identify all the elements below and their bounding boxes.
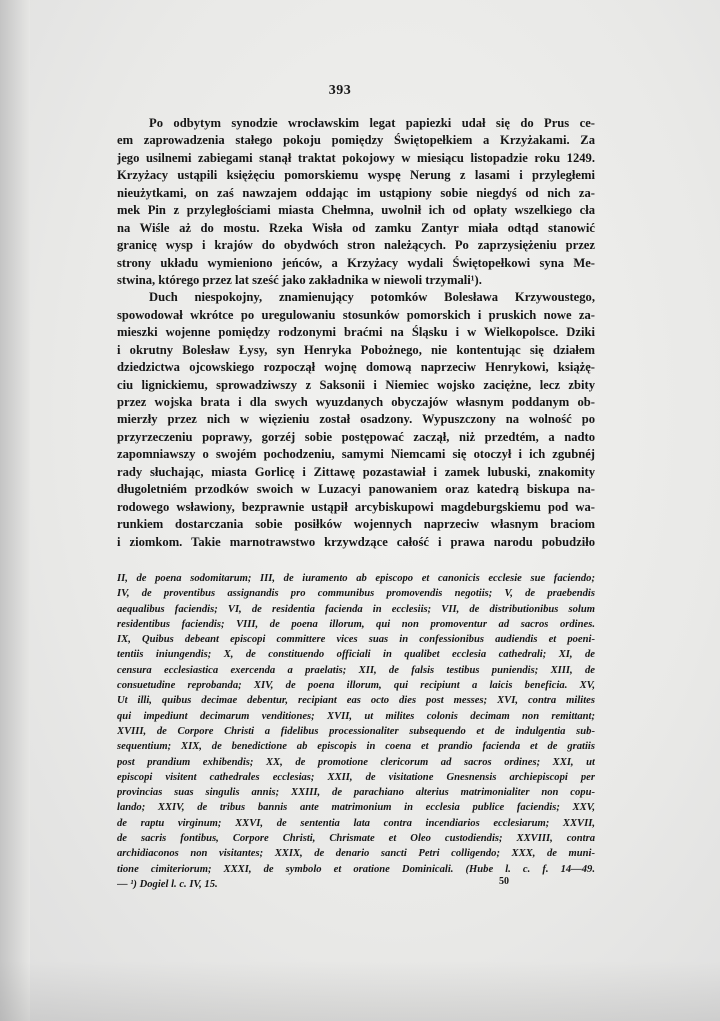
body-line: strony układu wymieniono jeńców, a Krzyżacy wydali Świętopełkowi syna Me- [117,255,595,270]
footnote-line: IX, Quibus debeant episcopi committere vices suas in confessionibus audiendis et poeni- [117,634,595,646]
body-line: em zaprowadzenia stałego pokoju pomiędzy Świętopełkiem a Krzyżakami. Za [117,133,595,148]
body-line: i ziomkom. Takie marnotrawstwo krzywdzące całość i prawa narodu pobudziło [117,534,595,549]
body-line: i okrutny Bolesław Łysy, syn Henryka Pobożnego, nie kontentując się działem [117,342,595,357]
body-line: na Wiśle aż do mostu. Rzeka Wisła od zamku Zantyr miała odtąd stanowić [117,220,595,235]
footnote-line: archidiaconos non visitantes; XXIX, de denario sancti Petri colligendo; XXX, de muni- [117,848,595,860]
body-line: przyrzeczeniu poprawy, gorzéj sobie postępować zaczął, niż przedtém, a nadto [117,429,595,444]
body-line: dziedzictwa ojcowskiego rozpoczął wojnę domową naprzeciw Henrykowi, książę- [117,360,595,375]
body-line: stwina, którego przez lat sześć jako zakładnika w niewoli trzymali¹). [117,272,482,287]
body-line: spowodował wkrótce po uregulowaniu stosunków pomorskich i pruskich nowe za- [117,307,595,322]
body-line: rady słuchając, miasta Gorlicę i Zittawę pozastawiał i zamek lubuski, znakomity [117,464,595,479]
body-line: jego usilnemi zabiegami stanął traktat pokojowy w miesiącu listopadzie roku 1249. [117,150,595,165]
body-line: mek Pin z przyległościami miasta Chełmna, uwolnił ich od opłaty wszelkiego cła [117,203,595,218]
body-line: długoletniém przodków swoich w Luzacyi panowaniem oraz katedrą biskupa na- [117,482,595,497]
body-line: przez wojska brata i dla swych wyuzdanych obyczajów własnym poddanym ob- [117,395,595,409]
footnote-line: consuetudine reprobanda; XIV, de poena illorum, qui recipiunt a laicis beneficia. XV, [117,680,595,692]
body-line: nieużytkami, on zaś nawzajem oddając im ustąpiony sobie niegdyś od nich za- [117,185,595,200]
body-line: ciu lignickiemu, sprowadziwszy z Saksonii i Niemiec wojsko zaciężne, lecz zbity [117,377,595,392]
body-line: Po odbytym synodzie wrocławskim legat papiezki udał się do Prus ce- [149,116,595,130]
body-line: granicę wysp i krajów do obydwóch stron należących. Po zaprzysiężeniu przez [117,238,595,253]
footnote-line: de sacris fontibus, Corpore Christi, Chrismate et Oleo custodiendis; XXVIII, contra [117,833,595,845]
body-text [117,115,595,551]
footnote-line: qui impediunt decimarum venditiones; XVII, ut milites colonis decimam non remittant; [117,710,595,722]
footnote-line: provincias suas singulis annis; XXIII, de parachiano alterius matrimonialiter non copu- [117,787,595,799]
footnote-line: XVIII, de Corpore Christi a fidelibus processionaliter subsequendo et de indulgentia sub- [117,725,595,737]
footnote-line: censura ecclesiastica exercenda a praelatis; XII, de falsis testibus puniendis; XIII, de [117,664,595,676]
footnote-line: de raptu virginum; XXVI, de sententia lata contra incendiarios ecclesiarum; XXVII, [117,817,595,829]
body-line: mieszki wojenne pomiędzy rodzonymi braćmi na Śląsku i w Wielkopolsce. Dziki [117,325,595,340]
footnote-line: post prandium exhibendis; XX, de promotione clericorum ad sacros ordines; XXI, ut [117,756,595,768]
signature-mark: 50 [499,876,509,887]
footnote-line: tione cimiteriorum; XXXI, de symbolo et oratione Dominicali. (Hube l. c. f. 14—49. [117,863,595,875]
body-line: runkiem dostarczania sobie posiłków wojennych naprzeciw własnym braciom [117,517,595,532]
page-bottom-shadow [0,961,720,1021]
page-gutter-shadow [0,0,30,1021]
footnote-line: II, de poena sodomitarum; III, de iuramento ab episcopo et canonicis ecclesie sue faciendo; [117,573,595,584]
footnote-line: episcopi visitent cathedrales ecclesias; XXII, de visitatione Gnesnensis archiepiscopi per [117,771,595,783]
footnotes [117,571,595,892]
body-line: Duch niespokojny, znamienujący potomków Bolesława Krzywoustego, [149,290,595,305]
footnote-line: — ¹) Dogiel l. c. IV, 15. [117,878,218,890]
body-line: Krzyżacy ustąpili księżęciu pomorskiemu wyspę Nerung z lasami i przyległemi [117,168,595,183]
footnote-line: lando; XXIV, de tribus bannis ante matrimonium in ecclesia publice faciendis; XXV, [117,802,595,814]
footnote-line: IV, de proventibus assignandis pro communibus promovendis negotiis; V, de praebendis [117,588,595,600]
body-line: mierzły przez nich w więzieniu został osadzony. Wypuszczony na wolność po [117,412,595,427]
footnote-line: sequentium; XIX, de benedictione ab episcopis in coena et prandio facienda et de gratiis [117,741,595,753]
footnote-line: aequalibus faciendis; VI, de residentia facienda in ecclesiis; VII, de distributionibus solum [117,603,595,615]
footnote-line: residentibus faciendis; VIII, de poena illorum, qui non promoventur ad sacros ordines. [117,618,595,630]
page-number: 393 [328,83,352,98]
body-line: rodowego wsławiony, bezprawnie ustąpił arcybiskupowi magdeburgskiemu pod wa- [117,499,595,514]
footnote-line: Ut illi, quibus decimae debentur, recipiant eas octo dies post messes; XVI, contra milites [117,695,595,707]
body-line: zapomniawszy o swojém pochodzeniu, samymi Niemcami się otoczył i ich zgubnéj [117,447,595,462]
footnote-line: tentiis iniungendis; X, de constituendo officiali in qualibet ecclesia cathedrali; XI, de [117,649,595,661]
